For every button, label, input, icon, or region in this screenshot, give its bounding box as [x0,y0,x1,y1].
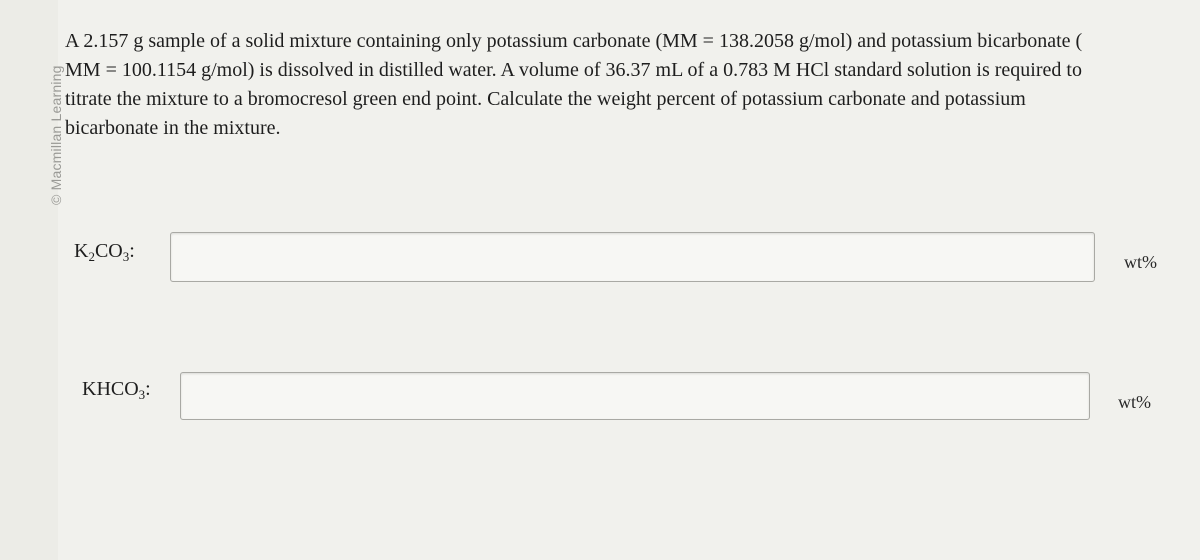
k2co3-label [74,240,135,263]
label-colon: : [145,378,151,400]
k2co3-unit: wt% [1124,252,1157,272]
label-subscript: 3 [138,387,146,402]
question-line: A 2.157 g sample of a solid mixture containing only potassium carbonate (MM = 138.2058 g/mol) and potassium bicarbonate ( [65,30,1083,52]
label-subscript: 3 [122,249,130,264]
khco3-label [82,378,151,401]
label-text: KHCO [82,378,139,400]
label-text: CO [94,240,123,262]
label-text: K [74,240,89,262]
copyright-notice: © Macmillan Learning [48,65,64,205]
question-line: MM = 100.1154 g/mol) is dissolved in distilled water. A volume of 36.37 mL of a 0.783 M HCl standard solution is required to [65,59,1082,81]
question-text [65,27,1185,143]
watermark-strip [0,0,64,560]
khco3-unit: wt% [1118,392,1151,412]
label-colon: : [129,240,135,262]
question-line: titrate the mixture to a bromocresol green end point. Calculate the weight percent of potassium carbonate and potassium [65,88,1026,110]
khco3-answer-input[interactable] [180,372,1090,420]
question-line: bicarbonate in the mixture. [65,117,281,139]
k2co3-answer-input[interactable] [170,232,1095,282]
label-subscript: 2 [88,249,95,264]
